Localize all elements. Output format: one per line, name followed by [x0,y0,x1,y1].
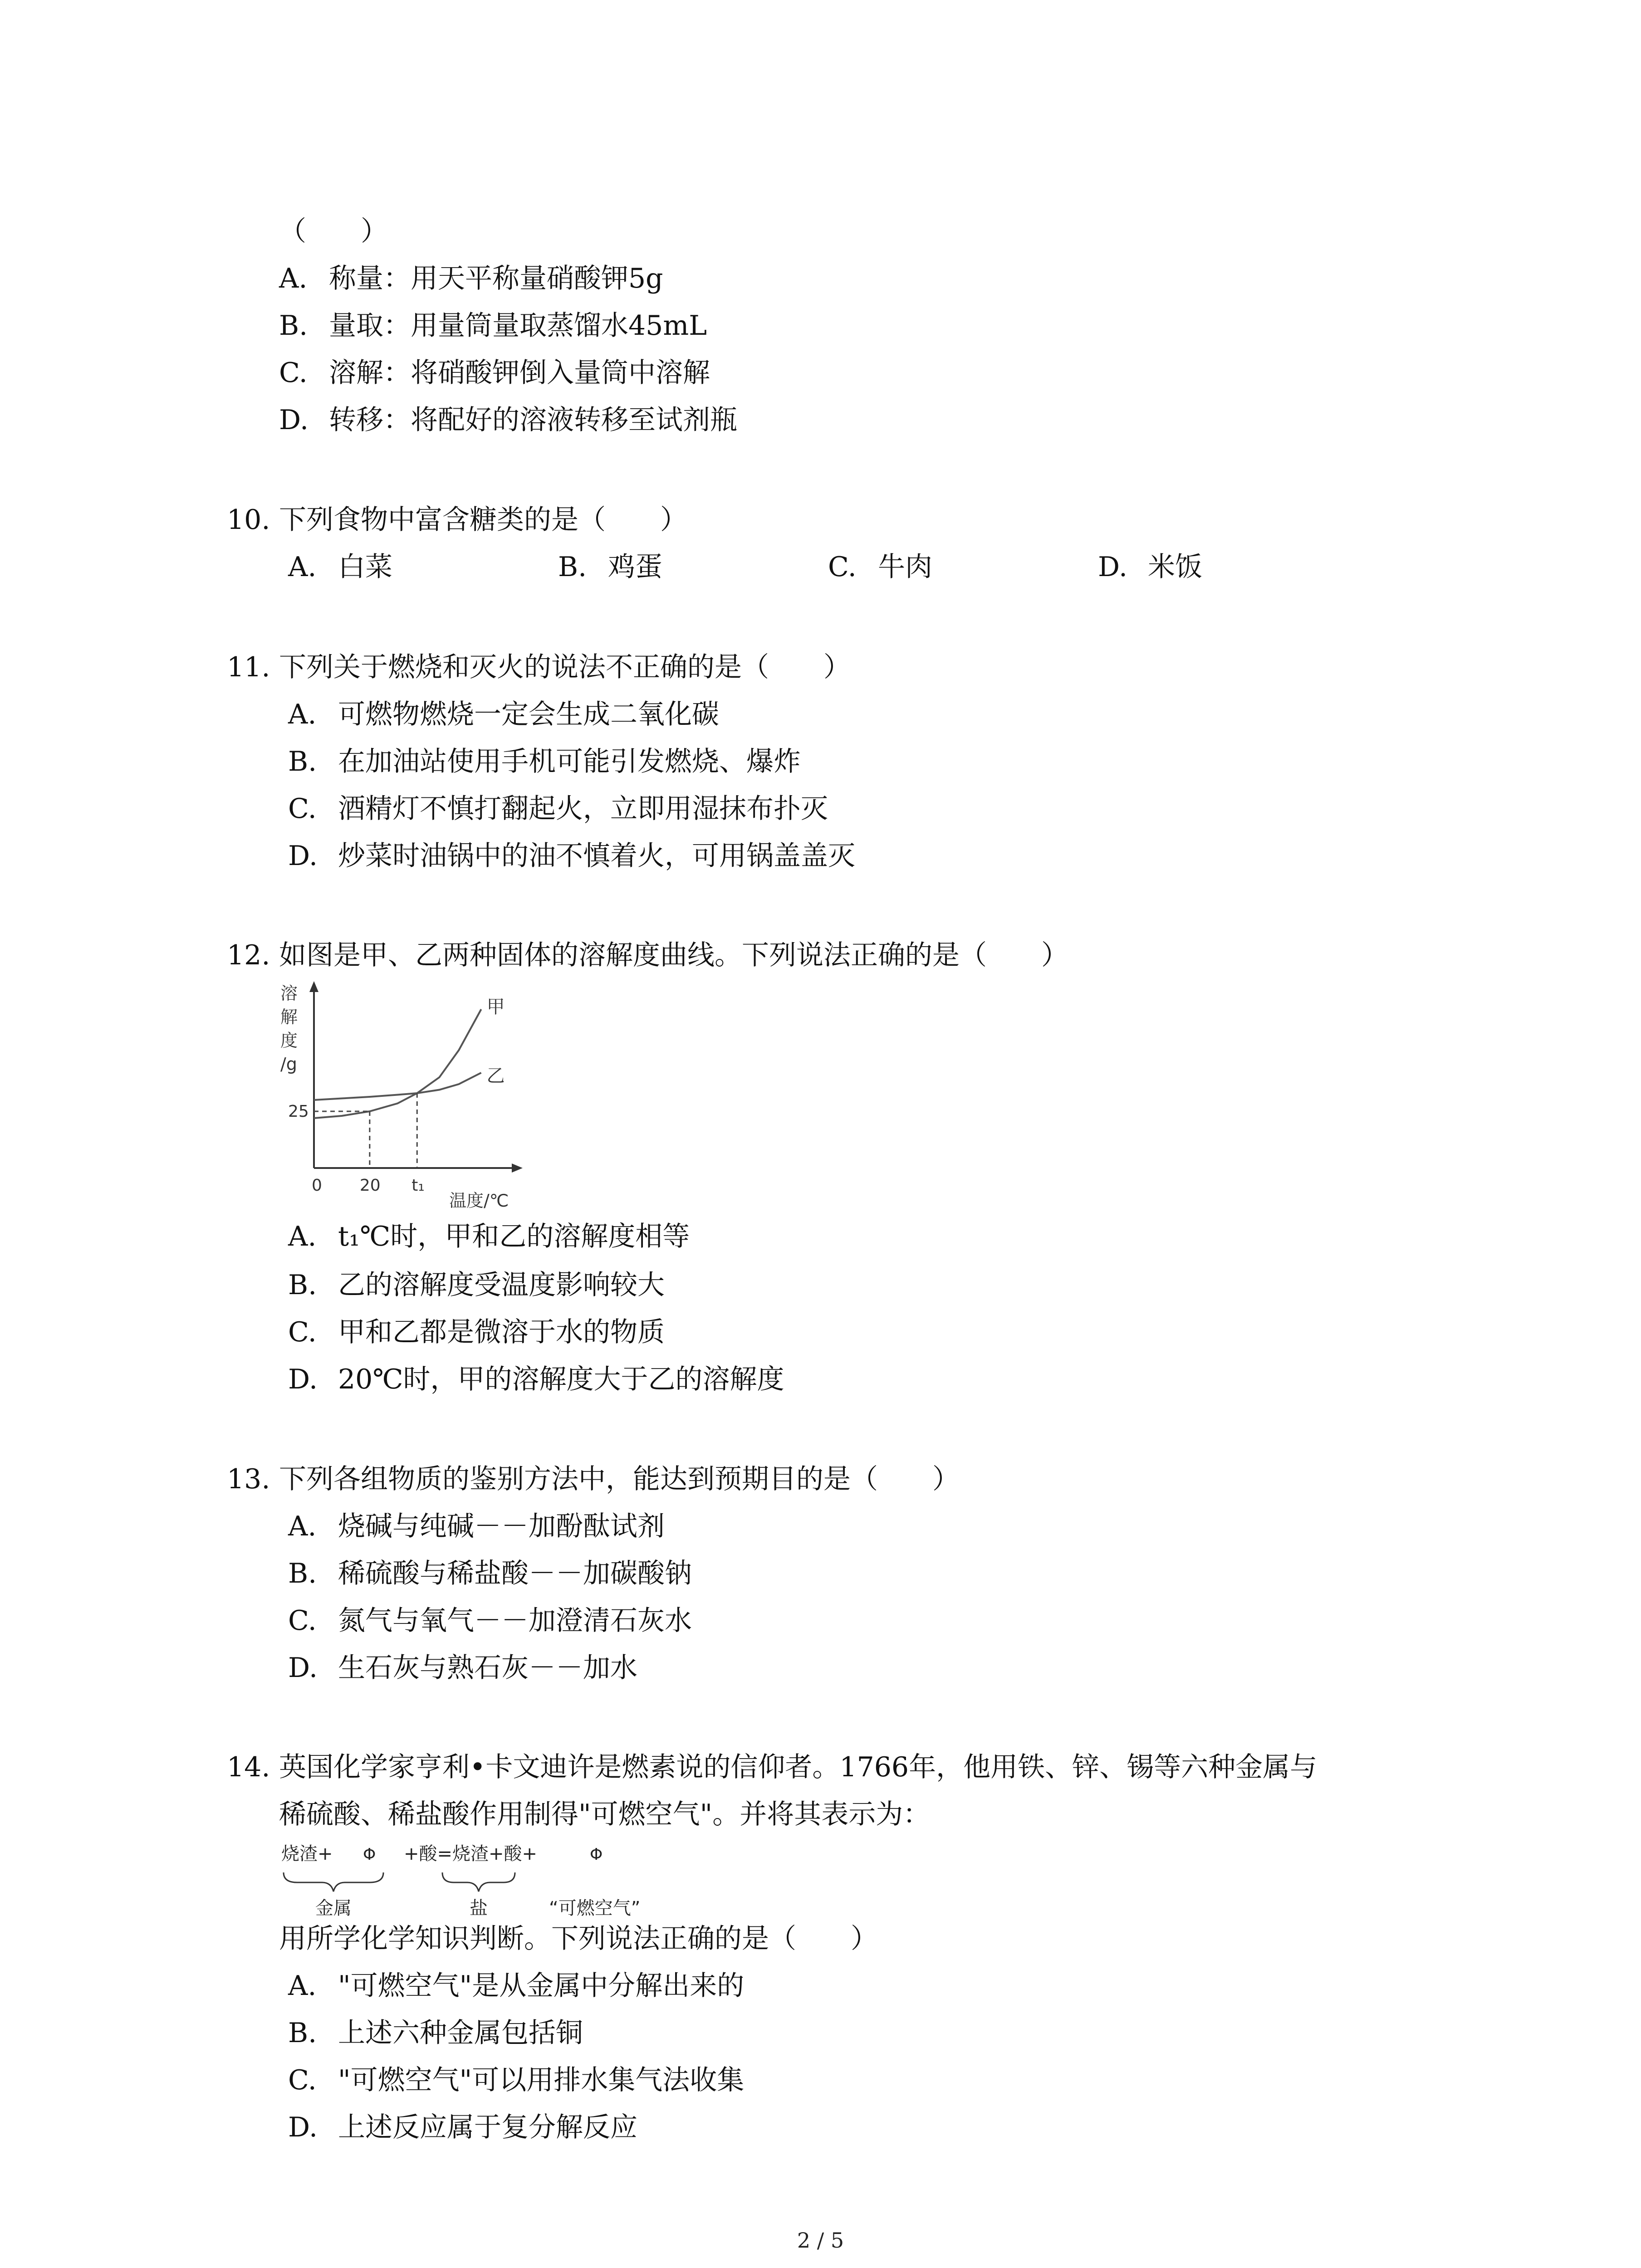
question-stem: 下列食物中富含糖类的是（ ） [279,504,687,536]
series-line-yi [314,1073,481,1100]
question-number: 13. [227,1463,270,1495]
q10-option-a: A. 白菜 [288,551,392,583]
q9-option-a: A. 称量：用天平称量硝酸钾5g [279,263,663,294]
label-combustible-air: “可燃空气” [549,1898,641,1919]
q14-option-c: C. "可燃空气"可以用排水集气法收集 [288,2064,745,2096]
q12-option-c: C. 甲和乙都是微溶于水的物质 [288,1316,665,1348]
question-stem-line1: 英国化学家亨利•卡文迪许是燃素说的信仰者。1766年，他用铁、锌、锡等六种金属与 [279,1751,1318,1783]
x-axis-label: 温度/℃ [449,1191,509,1211]
y-axis-label-char: /g [280,1054,297,1074]
q9-bracket: （ ） [279,215,388,247]
q9-option-b: B. 量取：用量筒量取蒸馏水45mL [279,310,707,342]
x-tick-label: 0 [312,1176,322,1195]
q14-stem-line3: 用所学化学知识判断。下列说法正确的是（ ） [279,1923,878,1955]
q10-option-d: D. 米饭 [1098,551,1202,583]
y-axis-arrow [309,981,318,992]
q14-option-d: D. 上述反应属于复分解反应 [288,2112,637,2143]
eq-part1: 烧渣+ [281,1843,333,1864]
q13-option-b: B. 稀硫酸与稀盐酸－－加碳酸钠 [288,1558,692,1589]
q12-option-a: A. t₁℃时，甲和乙的溶解度相等 [288,1221,690,1252]
q13-option-d: D. 生石灰与熟石灰－－加水 [288,1652,637,1684]
series-label: 甲 [486,997,505,1017]
q10-option-c: C. 牛肉 [828,551,932,583]
y-axis-label-char: 溶 [280,983,298,1003]
x-tick-label: t₁ [411,1176,425,1195]
brace-salt [442,1872,515,1892]
question-stem: 下列关于燃烧和灭火的说法不正确的是（ ） [279,651,851,683]
solubility-curve-chart [272,978,526,1213]
q11-option-d: D. 炒菜时油锅中的油不慎着火，可用锅盖盖灭 [288,840,855,872]
y-axis-label-char: 解 [280,1007,298,1027]
question-number: 12. [227,939,270,971]
series-label: 乙 [486,1066,505,1086]
q14-stem-line2: 稀硫酸、稀盐酸作用制得"可燃空气"。并将其表示为： [279,1799,931,1830]
question-stem: 如图是甲、乙两种固体的溶解度曲线。下列说法正确的是（ ） [279,939,1068,971]
q9-option-d: D. 转移：将配好的溶液转移至试剂瓶 [279,404,737,436]
x-tick-label: 20 [359,1176,381,1195]
label-metal: 金属 [315,1898,352,1919]
eq-part2: +酸=烧渣+酸+ [404,1843,538,1864]
brace-metal [284,1872,383,1892]
q12-option-b: B. 乙的溶解度受温度影响较大 [288,1269,665,1301]
q9-option-c: C. 溶解：将硝酸钾倒入量筒中溶解 [279,357,710,389]
y-tick-label: 25 [288,1102,309,1121]
label-salt: 盐 [470,1898,488,1919]
q14-option-a: A. "可燃空气"是从金属中分解出来的 [288,1970,745,2002]
q13-option-c: C. 氮气与氧气－－加澄清石灰水 [288,1605,692,1637]
q11-option-b: B. 在加油站使用手机可能引发燃烧、爆炸 [288,746,801,777]
question-number: 11. [227,651,270,683]
q10-option-b: B. 鸡蛋 [558,551,662,583]
q14-option-b: B. 上述六种金属包括铜 [288,2017,583,2049]
q11-option-c: C. 酒精灯不慎打翻起火，立即用湿抹布扑灭 [288,793,828,825]
y-axis-label-char: 度 [280,1031,298,1051]
q12-option-d: D. 20℃时，甲的溶解度大于乙的溶解度 [288,1364,784,1395]
y-axis-label [280,983,298,1074]
page-number: 2 / 5 [797,2228,844,2253]
q13-option-a: A. 烧碱与纯碱－－加酚酞试剂 [288,1510,665,1542]
question-number: 14. [227,1751,270,1783]
question-number: 10. [227,504,270,536]
series-line-jia [314,1009,481,1118]
eq-phi1: Φ [363,1845,376,1864]
q11-option-a: A. 可燃物燃烧一定会生成二氧化碳 [288,699,719,730]
eq-phi2: Φ [590,1845,603,1864]
equation-figure [277,1837,730,1921]
x-axis-arrow [512,1163,523,1173]
question-stem: 下列各组物质的鉴别方法中，能达到预期目的是（ ） [279,1463,960,1495]
